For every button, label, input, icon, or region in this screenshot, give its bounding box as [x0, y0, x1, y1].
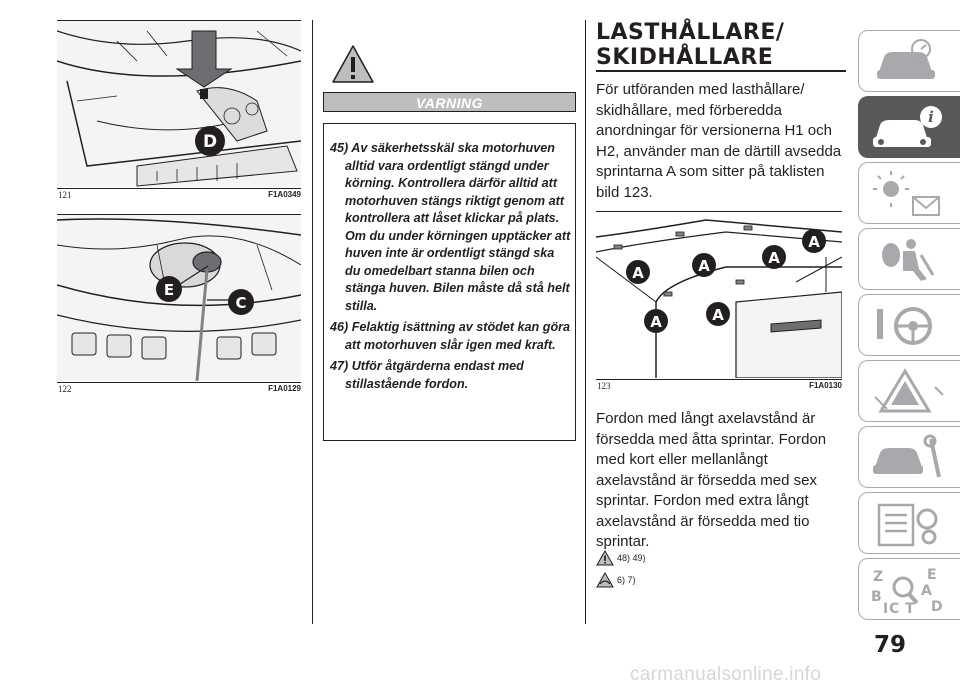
- tab-index[interactable]: [858, 558, 960, 620]
- car-info-icon: [869, 103, 949, 153]
- tab-warning-lights[interactable]: [858, 162, 960, 224]
- emergency-triangle-icon: [869, 367, 949, 417]
- figure-123-caption: [597, 381, 842, 391]
- column-divider-left: [312, 20, 313, 624]
- page-number: 79: [874, 632, 907, 658]
- warning-item-46: 46) Felaktig isättning av stödet kan göra att motorhuven slår igen med kraft.: [330, 320, 571, 352]
- tab-car-info[interactable]: [858, 96, 960, 158]
- tab-emergency[interactable]: [858, 360, 960, 422]
- warning-reference: [596, 550, 646, 566]
- figure-122-caption: [58, 384, 301, 394]
- callout-c: [226, 287, 256, 317]
- steering-wheel-icon: [869, 301, 949, 351]
- heading-rule: [596, 70, 846, 72]
- callout-d: [193, 124, 227, 158]
- callout-a-4: A: [808, 233, 820, 251]
- callout-a-2: A: [698, 257, 710, 275]
- figure-122-number: 122: [58, 384, 72, 394]
- callout-e-label: E: [163, 281, 175, 299]
- warning-item-45: 45) Av säkerhetsskäl ska motorhuven alltid vara ordentligt stängd under körning. Kontrollera därför alltid att motorhuven stängs riktigt genom att kontrollera att låset klickar på plats. Om du under körningen upptäcker att huven inte är ordentligt stängd ska du omedelbart stanna bilen och stänga huven. Bilen måste då stå helt stilla.: [330, 141, 571, 313]
- figure-121-caption: [58, 190, 301, 200]
- tab-technical-data[interactable]: [858, 492, 960, 554]
- tab-dashboard[interactable]: [858, 30, 960, 92]
- svg-text:T: T: [905, 601, 915, 615]
- section-paragraph-2: Fordon med långt axelavstånd är försedda med åtta sprintar. Fordon med kort eller mellanlångt axelavstånd är försedda med sex sprintar. Fordon med extra långt axelavstånd är försedda med tio sprintar.: [596, 410, 827, 550]
- warning-title: VARNING: [323, 92, 576, 112]
- callout-d-label: D: [202, 132, 218, 152]
- car-dashboard-icon: [869, 37, 949, 87]
- warning-item-47: 47) Utför åtgärderna endast med stillastående fordon.: [330, 359, 524, 391]
- callout-c-label: C: [235, 294, 247, 312]
- svg-text:i: i: [928, 108, 934, 126]
- svg-text:Z: Z: [873, 569, 884, 585]
- warning-lights-icon: [869, 169, 949, 219]
- tab-driving[interactable]: [858, 294, 960, 356]
- svg-text:I: I: [883, 601, 889, 615]
- warning-triangle-icon: [331, 44, 375, 84]
- figure-123-code: F1A0130: [809, 381, 842, 390]
- attention-small-icon: [596, 572, 614, 588]
- technical-data-icon: [869, 499, 949, 549]
- svg-text:A: A: [921, 583, 932, 599]
- callout-e: [154, 274, 184, 304]
- section-heading-line2: SKIDHÅLLARE: [596, 45, 774, 70]
- tab-safety[interactable]: [858, 228, 960, 290]
- svg-text:D: D: [931, 599, 943, 615]
- svg-text:C: C: [889, 601, 900, 615]
- watermark: carmanualsonline.info: [630, 664, 822, 685]
- callout-a-group: [596, 211, 842, 377]
- callout-a-6: A: [712, 306, 724, 324]
- svg-text:E: E: [927, 567, 937, 583]
- column-divider-right: [585, 20, 586, 624]
- figure-121-code: F1A0349: [268, 190, 301, 199]
- section-paragraph-1: För utföranden med lasthållare/ skidhållare, med förberedda anordningar för versionerna H1 och H2, använder man de därtill avsedda sprintarna A som sitter på taklisten bild 123.: [596, 81, 842, 201]
- callout-a-3: A: [768, 249, 780, 267]
- svg-text:B: B: [871, 589, 882, 605]
- warning-reference-text: 48) 49): [617, 553, 646, 563]
- section-heading-line1: LASTHÅLLARE/: [596, 20, 785, 45]
- attention-reference-text: 6) 7): [617, 575, 636, 585]
- figure-123-number: 123: [597, 381, 611, 391]
- figure-122-code: F1A0129: [268, 384, 301, 393]
- figure-121-number: 121: [58, 190, 72, 200]
- tab-maintenance[interactable]: [858, 426, 960, 488]
- section-heading: [596, 20, 846, 70]
- figure-121-image: [57, 20, 301, 189]
- callout-a-5: A: [650, 313, 662, 331]
- airbag-seat-icon: [869, 235, 949, 285]
- callout-a-1: A: [632, 264, 644, 282]
- car-maintenance-icon: [869, 433, 949, 483]
- warning-small-icon: [596, 550, 614, 566]
- warning-box: [323, 123, 576, 441]
- attention-reference: [596, 572, 636, 588]
- index-icon: [869, 565, 949, 615]
